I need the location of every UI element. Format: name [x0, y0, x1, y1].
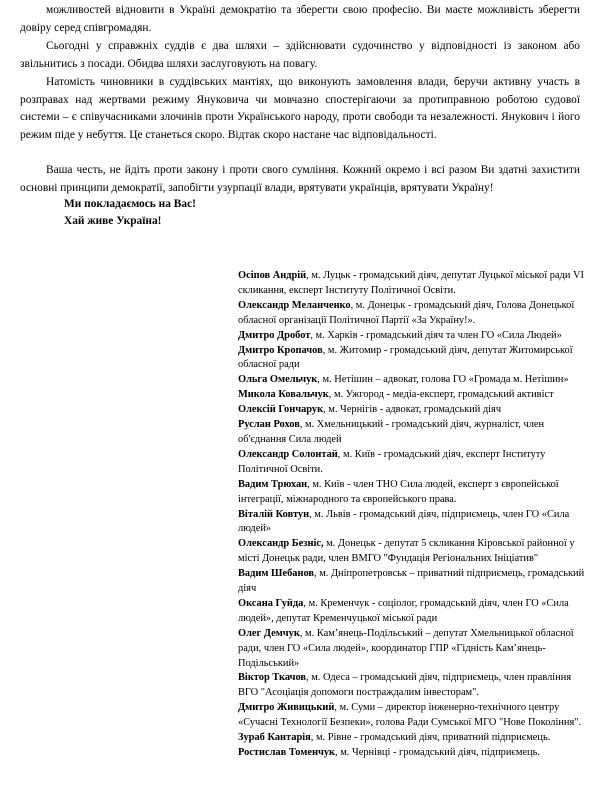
signatory-name: Ростислав Томенчук [238, 747, 336, 758]
closing-line: Хай живе Україна! [64, 215, 162, 227]
body-paragraph: Натомість чиновники в суддівських мантіях, що виконують замовлення влади, беручи активну участь в розправах над жертвами режиму Януковича чи мовчазно спостерігаючи за протиправною роботою судової системи – є співучасниками злочинів проти Українського народу, проти свободи та незалежності. Янукович і його режим піде у небуття. Це станеться скоро. Відтак скоро настане час відповідальності. [20, 75, 580, 142]
signatory-name: Зураб Кантарія [238, 732, 311, 744]
signatory-name: Вадим Шебанов [238, 568, 314, 580]
signatory-name: Дмитро Живицький [238, 702, 335, 714]
signatory-entry [238, 403, 590, 418]
signatory-description: , м. Рівне - громадський діяч, приватний підприємець. [310, 732, 551, 744]
signatory-name: Дмитро Дробот [238, 329, 311, 341]
signatory-entry [238, 671, 590, 701]
paragraph-spacer [20, 145, 580, 162]
closing-salutation [64, 196, 464, 230]
signatory-entry [238, 344, 590, 374]
closing-line: Ми покладаємось на Вас! [64, 198, 196, 210]
signatory-entry [238, 597, 590, 627]
signatory-description: , м. Одеса – громадський діяч, підприємець, член правління ВГО "Асоціація допомоги постраждалим інвесторам". [238, 672, 572, 699]
signatory-description: , м. Київ - громадський діяч, експерт Інституту Політичної Освіти. [238, 448, 546, 475]
signatory-description: , м. Нетішин – адвокат, голова ГО «Громада м. Нетішин» [317, 374, 569, 386]
signatory-entry [238, 373, 590, 388]
signatory-name: Ольга Омельчук [238, 374, 318, 386]
signatory-name: Оксана Гуйда [238, 597, 304, 609]
signatory-description: , м. Ужгород - медіа-експерт, громадський активіст [328, 389, 554, 401]
signatory-entry [238, 478, 590, 508]
signatory-description: , м. Хмельницький - громадський діяч, журналіст, член об'єднання Сила людей [238, 419, 545, 445]
signatory-description: , м. Харків - громадський діяч та член ГО «Сила Людей» [310, 329, 562, 341]
signatory-entry [238, 448, 590, 478]
signatory-name: Дмитро Кропачов [238, 344, 323, 356]
signatory-description: , м. Донецьк - громадський діяч, Голова Донецької обласної організації Політичної Партії «За Україну!». [238, 299, 575, 326]
signatory-description: , м. Чернівці - громадський діяч, підприємець. [335, 747, 540, 758]
signatory-name: Олександр Солонтай [238, 448, 338, 460]
signatory-name: Олександр Безніс, [238, 538, 324, 550]
body-paragraph: можливостей відновити в Україні демократію та зберегти свою професію. Ви маєте можливість зберегти довіру серед співгромадян. [20, 4, 580, 34]
signatory-name: Руслан Рохов [238, 419, 300, 431]
signatory-entry [238, 299, 590, 329]
signatory-list [238, 269, 590, 761]
signatory-description: , м. Суми – директор інженерно-технічного центру «Сучасні Технології Безпеки», голова Ради Сумської МГО "Нове Покоління". [238, 702, 582, 729]
signatory-entry [238, 731, 590, 746]
signatory-entry [238, 701, 590, 731]
signatory-description: , м. Чернігів - адвокат, громадський діяч [323, 404, 502, 416]
signatory-description: , м. Житомир - громадський діяч, депутат Житомирської обласної ради [238, 344, 573, 371]
signatory-entry [238, 746, 590, 761]
signatory-description: м. Донецьк - депутат 5 скликання Кіровської районної у місті Донецьк ради, член ВМГО "Фундація Регіональних Ініціатив" [238, 538, 575, 565]
signatory-entry [238, 329, 590, 344]
signatory-name: Вадим Трюхан [238, 478, 308, 490]
signatory-name: Олександр Меланченко [238, 299, 351, 311]
signatory-entry [238, 537, 590, 567]
signatory-name: Осіпов Андрій [238, 270, 307, 281]
signatory-description: , м. Дніпропетровськ – приватний підприємець, громадський діяч [238, 568, 585, 595]
signatory-description: , м. Київ - член ТНО Сила людей, експерт з європейської інтеграції, міжнародного та європейського права. [238, 478, 559, 505]
signatory-entry [238, 567, 590, 597]
signatory-entry [238, 418, 590, 448]
signatory-description: , м. Кременчук - соціолог, громадський діяч, член ГО «Сила людей», депутат Кременчуцької міської ради [238, 597, 569, 624]
signatory-name: Олег Демчук [238, 627, 300, 639]
signatory-entry [238, 388, 590, 403]
signatory-name: Віктор Ткачов [238, 672, 307, 684]
signatory-name: Олексій Гончарук [238, 404, 324, 416]
signatory-name: Микола Ковальчук [238, 389, 329, 401]
signatory-entry [238, 269, 590, 299]
signatory-description: , м. Львів - громадський діяч, підприємець, член ГО «Сила людей» [238, 508, 570, 535]
signatory-description: , м. Кам’янець-Подільський – депутат Хмельницької обласної ради, член ГО «Сила людей», координатор ГПР «Гідність Кам’янець-Подільський» [238, 627, 574, 669]
body-paragraph: Ваша честь, не йдіть проти закону і проти свого сумління. Кожний окремо і всі разом Ви здатні захистити основні принципи демократії, запобігти узурпації влади, врятувати українців, врятувати Україну! [20, 164, 580, 195]
signatory-entry [238, 627, 590, 672]
signatory-entry [238, 508, 590, 538]
body-paragraph: Сьогодні у справжніх суддів є два шляхи – здійснювати судочинство у відповідності із законом або звільнитись з посади. Обидва шляхи заслуговують на повагу. [20, 39, 580, 70]
body-text-block [20, 2, 580, 198]
signatory-name: Віталій Ковтун [238, 508, 310, 520]
signatory-description: , м. Луцьк - громадський діяч, депутат Луцької міської ради VI скликання, експерт Інституту Політичної Освіти. [238, 270, 584, 296]
